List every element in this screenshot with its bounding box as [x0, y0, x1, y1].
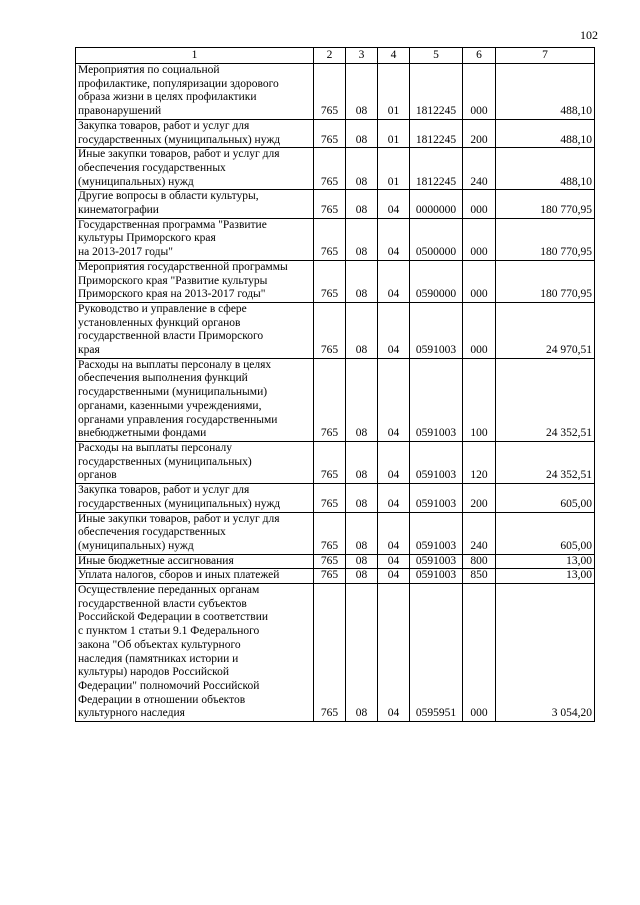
- expense-type-cell: 800: [463, 554, 496, 569]
- expense-type-cell: 000: [463, 584, 496, 722]
- row-name-cell: Уплата налогов, сборов и иных платежей: [76, 569, 314, 584]
- row-name-cell: Мероприятия по социальной профилактике, популяризации здорового образа жизни в целях профилактики правонарушений: [76, 64, 314, 120]
- chapter-code-cell: 08: [346, 569, 378, 584]
- amount-cell: 180 770,95: [496, 190, 595, 218]
- subsection-code-cell: 04: [378, 260, 410, 302]
- column-header-3: 3: [346, 48, 378, 64]
- subsection-code-cell: 04: [378, 512, 410, 554]
- column-header-1: 1: [76, 48, 314, 64]
- subsection-code-cell: 04: [378, 302, 410, 358]
- column-header-6: 6: [463, 48, 496, 64]
- amount-cell: 24 352,51: [496, 441, 595, 483]
- column-header-7: 7: [496, 48, 595, 64]
- chapter-code-cell: 08: [346, 512, 378, 554]
- table-row: [76, 148, 595, 190]
- section-code-cell: 765: [314, 260, 346, 302]
- row-name-cell: Закупка товаров, работ и услуг для государственных (муниципальных) нужд: [76, 119, 314, 147]
- subsection-code-cell: 04: [378, 584, 410, 722]
- section-code-cell: 765: [314, 484, 346, 512]
- target-article-cell: 0591003: [410, 512, 463, 554]
- amount-cell: 605,00: [496, 512, 595, 554]
- table-row: [76, 512, 595, 554]
- target-article-cell: 0591003: [410, 441, 463, 483]
- expense-type-cell: 000: [463, 302, 496, 358]
- column-header-2: 2: [314, 48, 346, 64]
- section-code-cell: 765: [314, 441, 346, 483]
- subsection-code-cell: 01: [378, 64, 410, 120]
- amount-cell: 605,00: [496, 484, 595, 512]
- amount-cell: 488,10: [496, 64, 595, 120]
- table-row: [76, 569, 595, 584]
- amount-cell: 488,10: [496, 148, 595, 190]
- row-name-cell: Государственная программа "Развитие культуры Приморского края на 2013-2017 годы": [76, 218, 314, 260]
- expense-type-cell: 200: [463, 119, 496, 147]
- table-row: [76, 358, 595, 441]
- amount-cell: 24 970,51: [496, 302, 595, 358]
- subsection-code-cell: 04: [378, 218, 410, 260]
- section-code-cell: 765: [314, 554, 346, 569]
- table-row: [76, 554, 595, 569]
- column-header-4: 4: [378, 48, 410, 64]
- target-article-cell: 1812245: [410, 119, 463, 147]
- amount-cell: 180 770,95: [496, 260, 595, 302]
- target-article-cell: 0591003: [410, 554, 463, 569]
- column-header-5: 5: [410, 48, 463, 64]
- target-article-cell: 0000000: [410, 190, 463, 218]
- subsection-code-cell: 01: [378, 148, 410, 190]
- section-code-cell: 765: [314, 148, 346, 190]
- table-row: [76, 64, 595, 120]
- chapter-code-cell: 08: [346, 148, 378, 190]
- row-name-cell: Расходы на выплаты персоналу государственных (муниципальных) органов: [76, 441, 314, 483]
- section-code-cell: 765: [314, 190, 346, 218]
- expense-type-cell: 120: [463, 441, 496, 483]
- budget-table: [75, 47, 595, 722]
- row-name-cell: Осуществление переданных органам государственной власти субъектов Российской Федерации в соответствии с пунктом 1 статьи 9.1 Федерального закона "Об объектах культурного наследия (памятниках истории и культуры) народов Российской Федерации" полномочий Российской Федерации в отношении объектов культурного наследия: [76, 584, 314, 722]
- amount-cell: 180 770,95: [496, 218, 595, 260]
- amount-cell: 13,00: [496, 554, 595, 569]
- row-name-cell: Иные закупки товаров, работ и услуг для обеспечения государственных (муниципальных) нужд: [76, 148, 314, 190]
- expense-type-cell: 200: [463, 484, 496, 512]
- table-body: [76, 64, 595, 722]
- expense-type-cell: 000: [463, 218, 496, 260]
- section-code-cell: 765: [314, 512, 346, 554]
- amount-cell: 488,10: [496, 119, 595, 147]
- chapter-code-cell: 08: [346, 218, 378, 260]
- subsection-code-cell: 04: [378, 569, 410, 584]
- row-name-cell: Расходы на выплаты персоналу в целях обеспечения выполнения функций государственными (муниципальными) органами, казенными учреждениями, органами управления государственными внебюджетными фондами: [76, 358, 314, 441]
- chapter-code-cell: 08: [346, 358, 378, 441]
- subsection-code-cell: 04: [378, 358, 410, 441]
- expense-type-cell: 240: [463, 512, 496, 554]
- chapter-code-cell: 08: [346, 190, 378, 218]
- section-code-cell: 765: [314, 64, 346, 120]
- table-row: [76, 218, 595, 260]
- section-code-cell: 765: [314, 358, 346, 441]
- subsection-code-cell: 04: [378, 441, 410, 483]
- subsection-code-cell: 04: [378, 554, 410, 569]
- chapter-code-cell: 08: [346, 64, 378, 120]
- page-number: 102: [580, 28, 598, 42]
- amount-cell: 13,00: [496, 569, 595, 584]
- row-name-cell: Закупка товаров, работ и услуг для государственных (муниципальных) нужд: [76, 484, 314, 512]
- target-article-cell: 0500000: [410, 218, 463, 260]
- chapter-code-cell: 08: [346, 119, 378, 147]
- section-code-cell: 765: [314, 569, 346, 584]
- amount-cell: 24 352,51: [496, 358, 595, 441]
- target-article-cell: 0591003: [410, 569, 463, 584]
- table-row: [76, 584, 595, 722]
- table-header-row: [76, 48, 595, 64]
- target-article-cell: 0591003: [410, 302, 463, 358]
- expense-type-cell: 000: [463, 64, 496, 120]
- expense-type-cell: 000: [463, 260, 496, 302]
- chapter-code-cell: 08: [346, 302, 378, 358]
- chapter-code-cell: 08: [346, 554, 378, 569]
- expense-type-cell: 100: [463, 358, 496, 441]
- table-row: [76, 302, 595, 358]
- expense-type-cell: 240: [463, 148, 496, 190]
- target-article-cell: 0591003: [410, 484, 463, 512]
- table-row: [76, 441, 595, 483]
- target-article-cell: 0590000: [410, 260, 463, 302]
- expense-type-cell: 000: [463, 190, 496, 218]
- subsection-code-cell: 04: [378, 190, 410, 218]
- chapter-code-cell: 08: [346, 441, 378, 483]
- section-code-cell: 765: [314, 119, 346, 147]
- chapter-code-cell: 08: [346, 584, 378, 722]
- row-name-cell: Иные бюджетные ассигнования: [76, 554, 314, 569]
- row-name-cell: Мероприятия государственной программы Приморского края "Развитие культуры Приморского края на 2013-2017 годы": [76, 260, 314, 302]
- chapter-code-cell: 08: [346, 484, 378, 512]
- row-name-cell: Руководство и управление в сфере установленных функций органов государственной власти Приморского края: [76, 302, 314, 358]
- target-article-cell: 0591003: [410, 358, 463, 441]
- target-article-cell: 1812245: [410, 148, 463, 190]
- section-code-cell: 765: [314, 302, 346, 358]
- target-article-cell: 1812245: [410, 64, 463, 120]
- target-article-cell: 0595951: [410, 584, 463, 722]
- row-name-cell: Иные закупки товаров, работ и услуг для обеспечения государственных (муниципальных) нужд: [76, 512, 314, 554]
- table-row: [76, 260, 595, 302]
- table-row: [76, 190, 595, 218]
- section-code-cell: 765: [314, 584, 346, 722]
- chapter-code-cell: 08: [346, 260, 378, 302]
- section-code-cell: 765: [314, 218, 346, 260]
- subsection-code-cell: 01: [378, 119, 410, 147]
- row-name-cell: Другие вопросы в области культуры, кинематографии: [76, 190, 314, 218]
- table-row: [76, 119, 595, 147]
- expense-type-cell: 850: [463, 569, 496, 584]
- amount-cell: 3 054,20: [496, 584, 595, 722]
- table-row: [76, 484, 595, 512]
- subsection-code-cell: 04: [378, 484, 410, 512]
